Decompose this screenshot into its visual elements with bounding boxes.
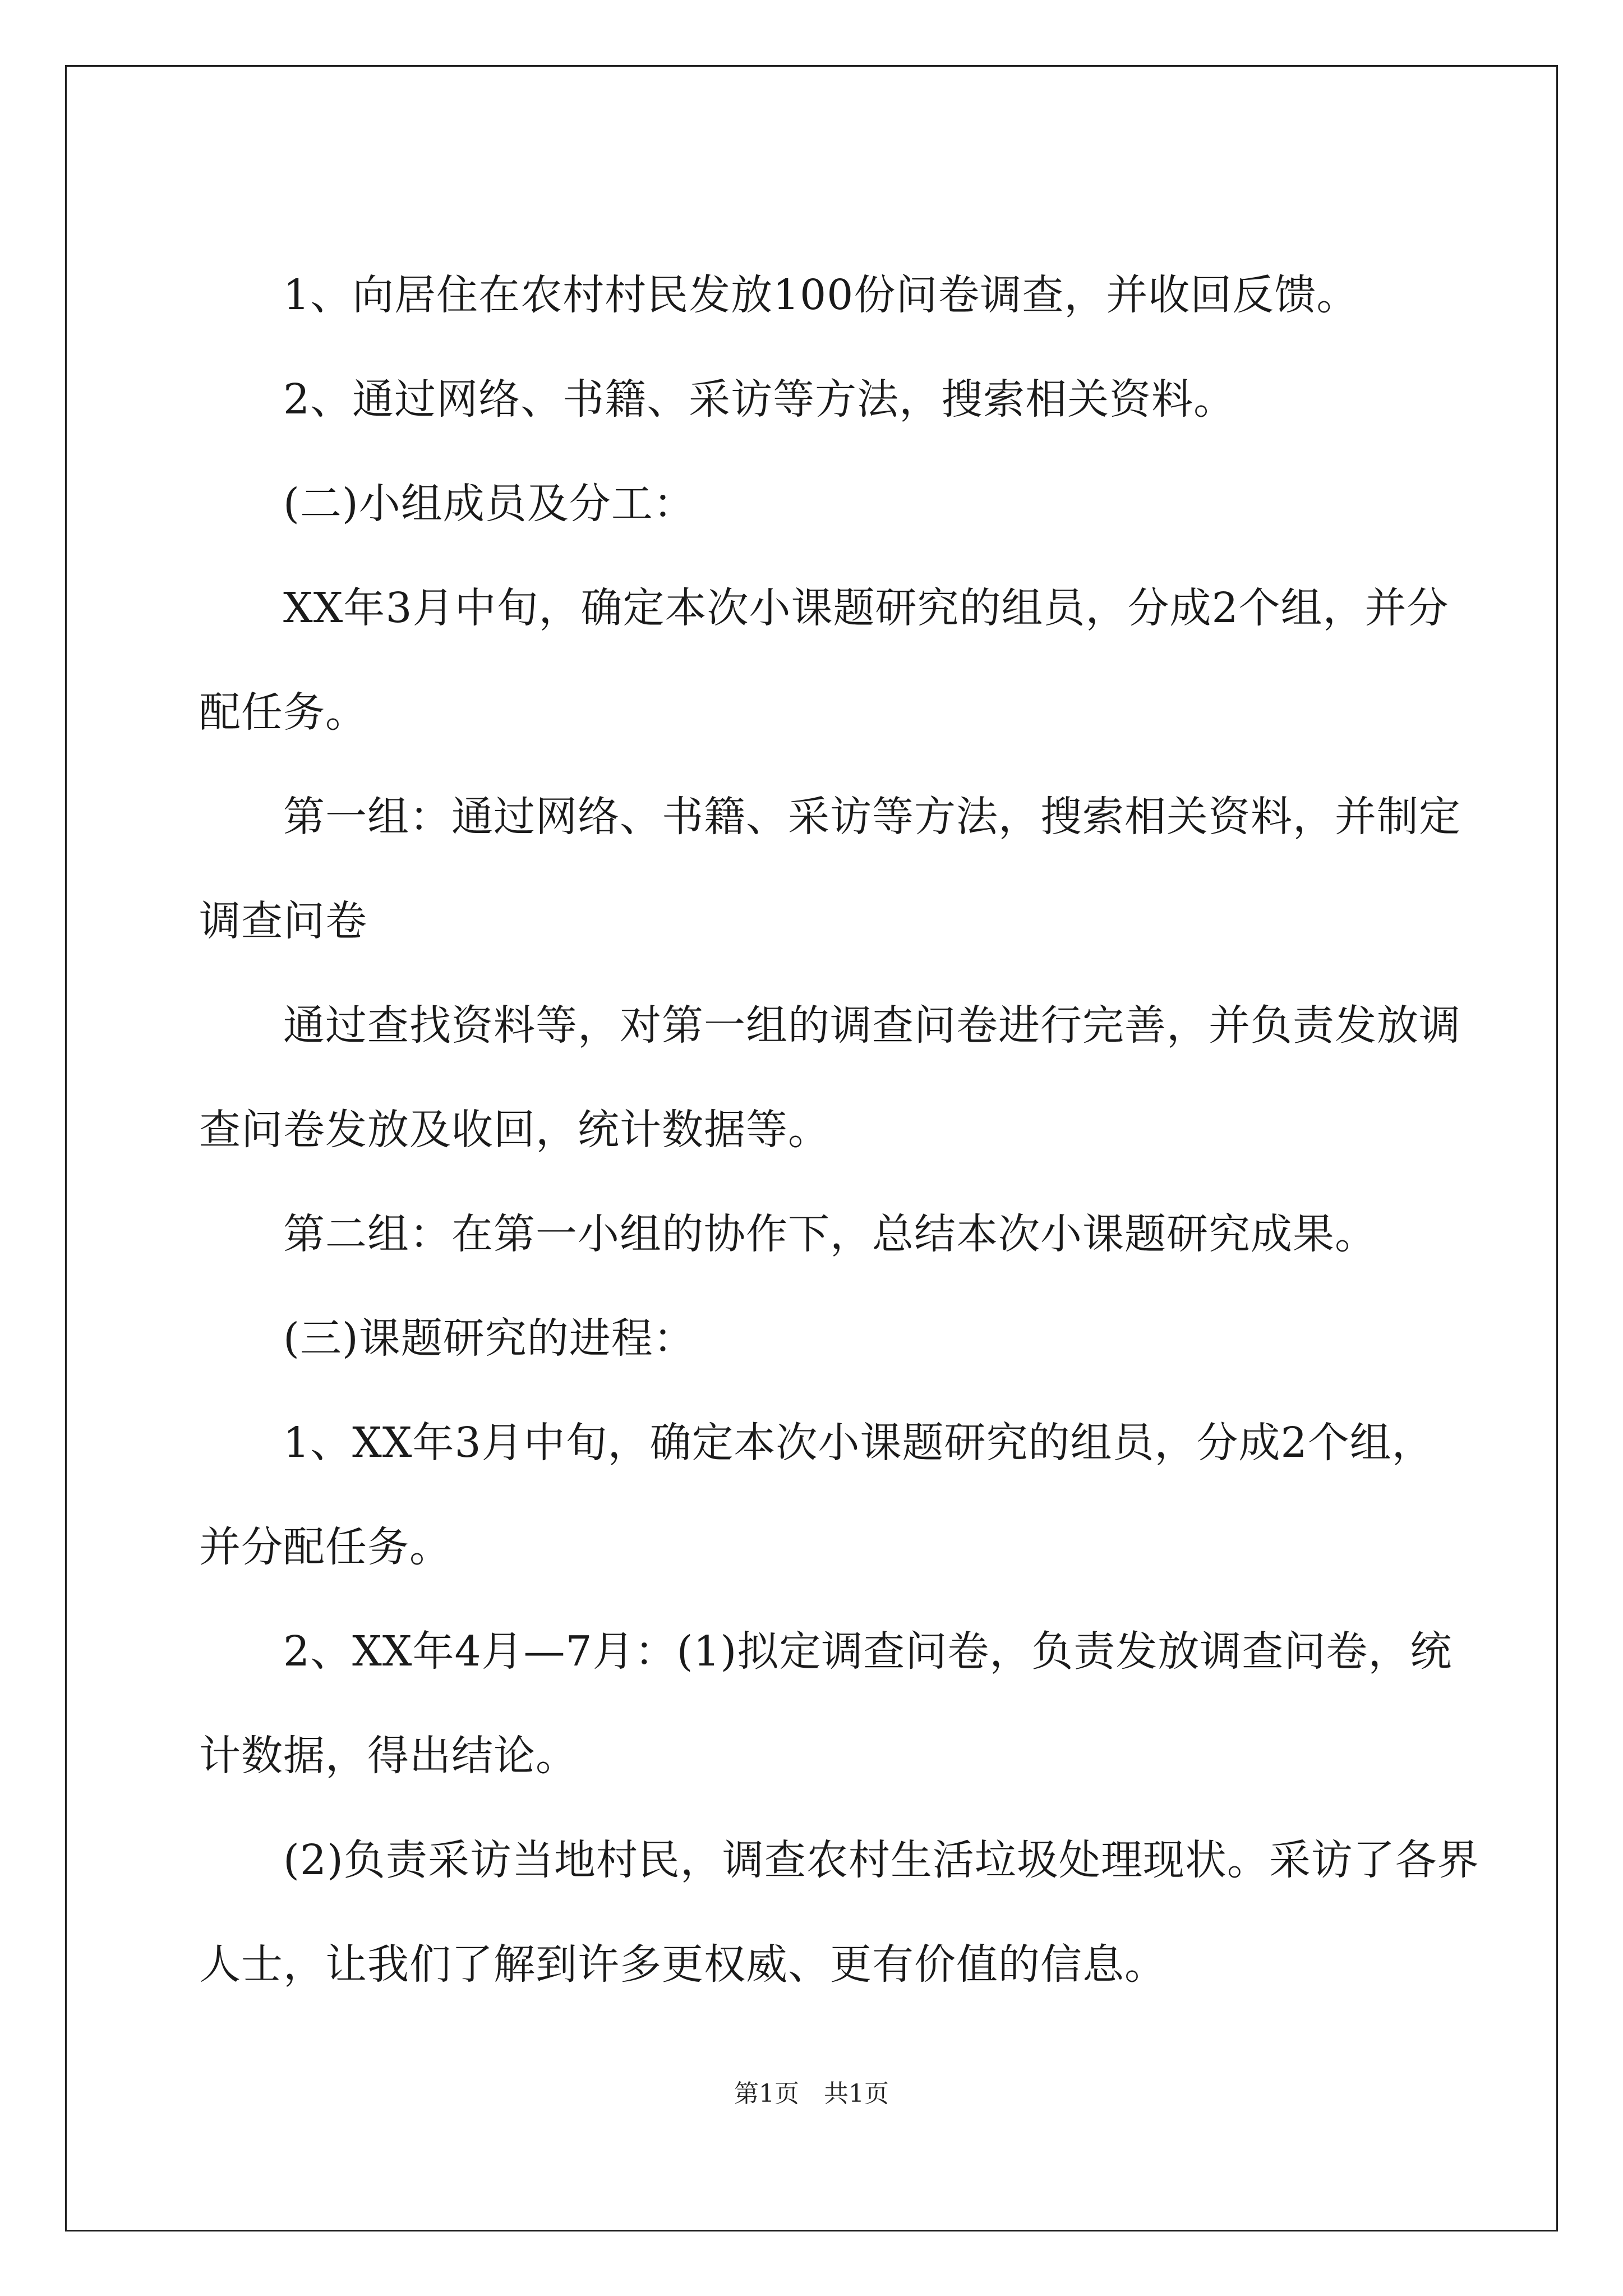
paragraph-line: 通过查找资料等，对第一组的调查问卷进行完善，并负责发放调 bbox=[199, 1001, 1461, 1050]
paragraph-line: 第二组：在第一小组的协作下，总结本次小课题研究成果。 bbox=[199, 1210, 1377, 1258]
paragraph-line: 并分配任务。 bbox=[199, 1523, 451, 1571]
page-number: 第1页 共1页 bbox=[734, 2079, 889, 2108]
paragraph-line: 1、向居住在农村村民发放100份问卷调查，并收回反馈。 bbox=[199, 271, 1359, 319]
paragraph-line: (二)小组成员及分工： bbox=[199, 480, 695, 528]
paragraph-line: (三)课题研究的进程： bbox=[199, 1314, 695, 1363]
paragraph-line: 2、XX年4月—7月：(1)拟定调查问卷，负责发放调查问卷，统 bbox=[199, 1627, 1453, 1676]
paragraph-line: 2、通过网络、书籍、采访等方法，搜索相关资料。 bbox=[199, 375, 1236, 424]
paragraph-line: 1、XX年3月中旬，确定本次小课题研究的组员，分成2个组， bbox=[199, 1419, 1434, 1467]
paragraph-line: XX年3月中旬，确定本次小课题研究的组员，分成2个组，并分 bbox=[199, 584, 1449, 632]
paragraph-line: 计数据，得出结论。 bbox=[199, 1732, 578, 1780]
paragraph-line: 查问卷发放及收回，统计数据等。 bbox=[199, 1106, 830, 1154]
paragraph-line: 第一组：通过网络、书籍、采访等方法，搜索相关资料，并制定 bbox=[199, 793, 1461, 841]
paragraph-line: 配任务。 bbox=[199, 688, 367, 737]
paragraph-line: 调查问卷 bbox=[199, 897, 367, 945]
paragraph-line: 人士，让我们了解到许多更权威、更有价值的信息。 bbox=[199, 1940, 1166, 1989]
paragraph-line: (2)负责采访当地村民，调查农村生活垃圾处理现状。采访了各界 bbox=[199, 1836, 1479, 1884]
